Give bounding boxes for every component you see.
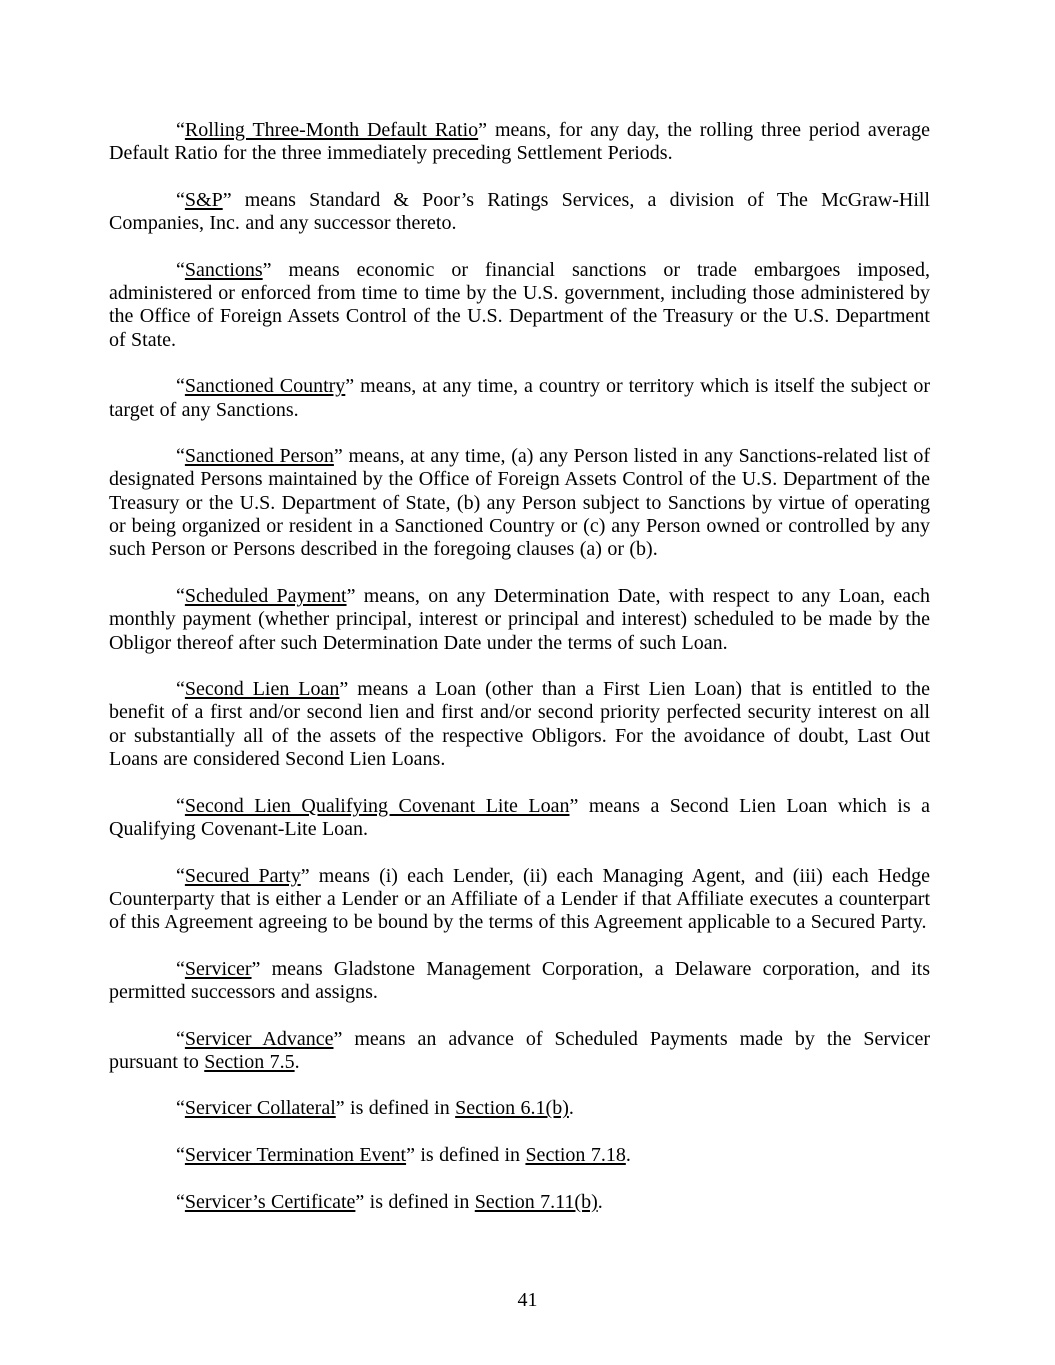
text-run: “	[176, 258, 185, 281]
paragraph	[109, 1191, 930, 1214]
text-run: ” means, at any time, a country or territory which is itself the subject or target of any Sanctions.	[109, 375, 930, 421]
defined-term: Scheduled Payment	[184, 584, 347, 607]
text-run: “	[176, 445, 185, 468]
paragraph	[109, 958, 930, 1005]
text-run: “	[176, 1097, 185, 1120]
text-run: ” means Gladstone Management Corporation, a Delaware corporation, and its permitted successors and assigns.	[109, 957, 930, 1003]
defined-term: Servicer Advance	[184, 1027, 334, 1050]
defined-term: Second Lien Loan	[184, 678, 340, 701]
paragraph	[109, 585, 930, 655]
paragraph	[109, 119, 930, 166]
defined-term: S&P	[184, 188, 223, 211]
document-body	[109, 119, 930, 1214]
text-run: “	[176, 375, 185, 398]
defined-term: Secured Party	[184, 864, 301, 887]
defined-term: Rolling Three-Month Default Ratio	[184, 119, 479, 141]
text-run: “	[176, 1144, 185, 1167]
text-run: .	[625, 1144, 631, 1167]
text-run: ” means, for any day, the rolling three period average Default Ratio for the three immediately preceding Settlement Periods.	[109, 119, 931, 165]
text-run: ” means an advance of Scheduled Payments made by the Servicer pursuant to	[109, 1027, 930, 1073]
paragraph	[109, 375, 930, 422]
text-run: .	[294, 1050, 300, 1073]
text-run: ” means a Loan (other than a First Lien Loan) that is entitled to the benefit of a first and/or second lien and first and/or second priority perfected security interest on all or substantially all of the assets of the respective Obligors. For the avoidance of doubt, Last Out Loans are considered Second Lien Loans.	[109, 678, 930, 771]
section-reference: Section 7.5	[204, 1050, 295, 1073]
text-run: “	[176, 1190, 185, 1213]
text-run: ” is defined in	[355, 1190, 475, 1213]
text-run: .	[568, 1097, 574, 1120]
defined-term: Servicer’s Certificate	[184, 1190, 356, 1213]
paragraph	[109, 445, 930, 561]
text-run: “	[176, 188, 185, 211]
paragraph	[109, 795, 930, 842]
paragraph	[109, 1097, 930, 1120]
paragraph	[109, 1028, 930, 1075]
text-run: ” means economic or financial sanctions or trade embargoes imposed, administered or enforced from time to time by the U.S. government, including those administered by the Office of Foreign Assets Control of the U.S. Department of the Treasury or the U.S. Department of State.	[109, 258, 930, 351]
defined-term: Second Lien Qualifying Covenant Lite Loan	[184, 794, 570, 817]
text-run: ” means, at any time, (a) any Person listed in any Sanctions-related list of designated Persons maintained by the Office of Foreign Assets Control of the U.S. Department of the Treasury or the U.S. Department of State, (b) any Person subject to Sanctions by virtue of operating or being organized or resident in a Sanctioned Country or (c) any Person owned or controlled by any such Person or Persons described in the foregoing clauses (a) or (b).	[109, 445, 930, 561]
text-run: .	[597, 1190, 603, 1213]
section-reference: Section 7.18	[525, 1144, 626, 1167]
text-run: “	[176, 1027, 185, 1050]
defined-term: Servicer	[184, 957, 252, 980]
defined-term: Sanctioned Country	[184, 375, 346, 398]
text-run: “	[176, 678, 185, 701]
paragraph	[109, 678, 930, 771]
page-number: 41	[517, 1288, 538, 1311]
text-run: ” means, on any Determination Date, with respect to any Loan, each monthly payment (whether principal, interest or principal and interest) scheduled to be made by the Obligor thereof after such Determination Date under the terms of such Loan.	[109, 584, 930, 654]
defined-term: Servicer Collateral	[184, 1097, 336, 1120]
section-reference: Section 7.11(b)	[474, 1190, 598, 1213]
text-run: “	[176, 119, 185, 141]
paragraph	[109, 259, 930, 352]
text-run: “	[176, 584, 185, 607]
text-run: “	[176, 794, 185, 817]
defined-term: Sanctions	[184, 258, 263, 281]
defined-term: Sanctioned Person	[184, 445, 334, 468]
text-run: ” is defined in	[335, 1097, 456, 1120]
paragraph	[109, 1144, 930, 1167]
defined-term: Servicer Termination Event	[184, 1144, 407, 1167]
paragraph	[109, 865, 930, 935]
text-run: “	[176, 957, 185, 980]
paragraph	[109, 189, 930, 236]
text-run: ” is defined in	[406, 1144, 526, 1167]
text-run: ” means Standard & Poor’s Ratings Services, a division of The McGraw-Hill Companies, Inc. and any successor thereto.	[109, 188, 930, 235]
text-run: “	[176, 864, 185, 887]
section-reference: Section 6.1(b)	[455, 1097, 569, 1120]
text-run: ” means (i) each Lender, (ii) each Managing Agent, and (iii) each Hedge Counterparty that is either a Lender or an Affiliate of a Lender if that Affiliate executes a counterpart of this Agreement agreeing to be bound by the terms of this Agreement applicable to a Secured Party.	[109, 864, 930, 934]
text-run: ” means a Second Lien Loan which is a Qualifying Covenant-Lite Loan.	[109, 794, 930, 840]
